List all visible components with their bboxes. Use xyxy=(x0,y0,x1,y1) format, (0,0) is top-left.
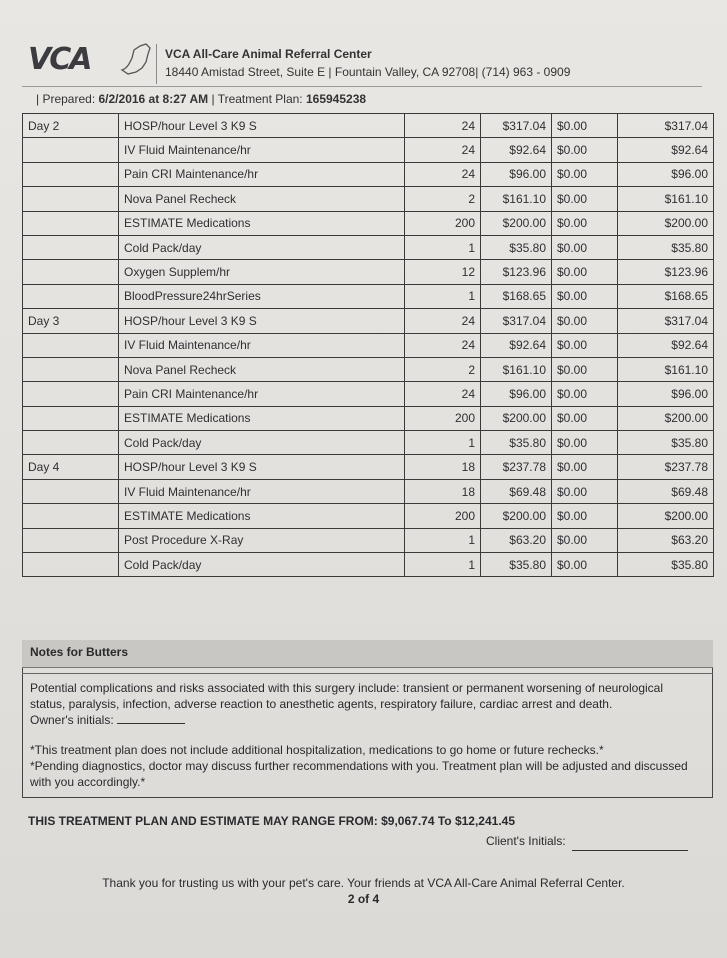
discount-cell: $0.00 xyxy=(552,309,618,333)
quantity-cell: 12 xyxy=(405,260,481,284)
client-initials-blank xyxy=(572,850,688,851)
table-row xyxy=(23,187,714,211)
discount-cell: $0.00 xyxy=(552,479,618,503)
clinic-header xyxy=(28,38,708,88)
quantity-cell: 24 xyxy=(405,382,481,406)
total-cell: $317.04 xyxy=(618,309,714,333)
disclaimer-paragraph xyxy=(30,742,700,790)
day-cell xyxy=(23,284,119,308)
table-row xyxy=(23,382,714,406)
day-cell xyxy=(23,333,119,357)
total-cell: $317.04 xyxy=(618,114,714,138)
price-cell: $63.20 xyxy=(481,528,552,552)
total-cell: $69.48 xyxy=(618,479,714,503)
description-cell: HOSP/hour Level 3 K9 S xyxy=(119,114,405,138)
client-initials-label: Client's Initials: xyxy=(486,834,566,848)
quantity-cell: 18 xyxy=(405,479,481,503)
description-cell: Nova Panel Recheck xyxy=(119,187,405,211)
description-cell: Cold Pack/day xyxy=(119,431,405,455)
day-cell xyxy=(23,211,119,235)
total-cell: $168.65 xyxy=(618,284,714,308)
description-cell: HOSP/hour Level 3 K9 S xyxy=(119,455,405,479)
treatment-items-table xyxy=(22,113,714,577)
table-row xyxy=(23,284,714,308)
quantity-cell: 24 xyxy=(405,138,481,162)
discount-cell: $0.00 xyxy=(552,211,618,235)
description-cell: Pain CRI Maintenance/hr xyxy=(119,382,405,406)
risk-text: Potential complications and risks associated with this surgery include: transient or permanent worsening of neurological status, paralysis, infection, adverse reaction to anesthetic agents, respiratory failure, cardiac arrest and death. xyxy=(30,681,663,711)
table-row xyxy=(23,406,714,430)
range-label: THIS TREATMENT PLAN AND ESTIMATE MAY RANGE FROM: xyxy=(28,814,378,828)
description-cell: ESTIMATE Medications xyxy=(119,504,405,528)
table-row xyxy=(23,479,714,503)
quantity-cell: 1 xyxy=(405,284,481,308)
day-cell xyxy=(23,382,119,406)
discount-cell: $0.00 xyxy=(552,406,618,430)
total-cell: $200.00 xyxy=(618,406,714,430)
discount-cell: $0.00 xyxy=(552,138,618,162)
quantity-cell: 24 xyxy=(405,162,481,186)
discount-cell: $0.00 xyxy=(552,382,618,406)
discount-cell: $0.00 xyxy=(552,504,618,528)
clinic-name: VCA All-Care Animal Referral Center xyxy=(165,47,372,61)
description-cell: HOSP/hour Level 3 K9 S xyxy=(119,309,405,333)
prepared-label: | Prepared: xyxy=(36,92,96,106)
total-cell: $35.80 xyxy=(618,553,714,577)
total-cell: $161.10 xyxy=(618,187,714,211)
prepared-line xyxy=(36,92,366,106)
price-cell: $161.10 xyxy=(481,187,552,211)
total-cell: $123.96 xyxy=(618,260,714,284)
total-cell: $200.00 xyxy=(618,211,714,235)
day-cell xyxy=(23,553,119,577)
quantity-cell: 1 xyxy=(405,553,481,577)
quantity-cell: 200 xyxy=(405,406,481,430)
discount-cell: $0.00 xyxy=(552,114,618,138)
clinic-address: 18440 Amistad Street, Suite E | Fountain Valley, CA 92708| (714) 963 - 0909 xyxy=(165,65,571,79)
price-cell: $317.04 xyxy=(481,309,552,333)
price-cell: $200.00 xyxy=(481,211,552,235)
price-cell: $92.64 xyxy=(481,333,552,357)
discount-cell: $0.00 xyxy=(552,528,618,552)
table-row xyxy=(23,309,714,333)
total-cell: $35.80 xyxy=(618,235,714,259)
total-cell: $161.10 xyxy=(618,357,714,381)
prepared-date: 6/2/2016 at 8:27 AM xyxy=(98,92,209,106)
discount-cell: $0.00 xyxy=(552,187,618,211)
price-cell: $237.78 xyxy=(481,455,552,479)
total-cell: $237.78 xyxy=(618,455,714,479)
day-cell: Day 4 xyxy=(23,455,119,479)
price-cell: $96.00 xyxy=(481,162,552,186)
plan-label: | Treatment Plan: xyxy=(211,92,303,106)
table-row xyxy=(23,260,714,284)
total-cell: $200.00 xyxy=(618,504,714,528)
table-row xyxy=(23,333,714,357)
page-number: 2 of 4 xyxy=(347,892,380,906)
items-body xyxy=(23,114,714,577)
day-cell: Day 2 xyxy=(23,114,119,138)
price-cell: $200.00 xyxy=(481,504,552,528)
disclaimer-2: *Pending diagnostics, doctor may discuss further recommendations with you. Treatment plan will be adjusted and discussed with you accordingly.* xyxy=(30,759,688,789)
day-cell xyxy=(23,357,119,381)
header-rule xyxy=(22,86,702,87)
discount-cell: $0.00 xyxy=(552,455,618,479)
day-cell xyxy=(23,479,119,503)
table-row xyxy=(23,504,714,528)
disclaimer-1: *This treatment plan does not include additional hospitalization, medications to go home or future rechecks.* xyxy=(30,743,604,757)
price-cell: $168.65 xyxy=(481,284,552,308)
notes-title: Notes for Butters xyxy=(22,640,713,668)
description-cell: Oxygen Supplem/hr xyxy=(119,260,405,284)
day-cell xyxy=(23,187,119,211)
quantity-cell: 1 xyxy=(405,235,481,259)
day-cell xyxy=(23,528,119,552)
price-cell: $35.80 xyxy=(481,431,552,455)
discount-cell: $0.00 xyxy=(552,284,618,308)
price-cell: $123.96 xyxy=(481,260,552,284)
table-row xyxy=(23,528,714,552)
estimate-range xyxy=(28,814,515,828)
quantity-cell: 18 xyxy=(405,455,481,479)
table-row xyxy=(23,162,714,186)
risk-paragraph xyxy=(30,680,700,728)
price-cell: $200.00 xyxy=(481,406,552,430)
price-cell: $92.64 xyxy=(481,138,552,162)
price-cell: $35.80 xyxy=(481,553,552,577)
description-cell: ESTIMATE Medications xyxy=(119,406,405,430)
day-cell: Day 3 xyxy=(23,309,119,333)
description-cell: ESTIMATE Medications xyxy=(119,211,405,235)
discount-cell: $0.00 xyxy=(552,553,618,577)
quantity-cell: 24 xyxy=(405,309,481,333)
total-cell: $92.64 xyxy=(618,333,714,357)
description-cell: IV Fluid Maintenance/hr xyxy=(119,479,405,503)
table-row xyxy=(23,138,714,162)
table-row xyxy=(23,455,714,479)
total-cell: $92.64 xyxy=(618,138,714,162)
day-cell xyxy=(23,138,119,162)
total-cell: $35.80 xyxy=(618,431,714,455)
description-cell: Nova Panel Recheck xyxy=(119,357,405,381)
total-cell: $96.00 xyxy=(618,382,714,406)
table-row xyxy=(23,114,714,138)
total-cell: $96.00 xyxy=(618,162,714,186)
quantity-cell: 24 xyxy=(405,333,481,357)
range-value: $9,067.74 To $12,241.45 xyxy=(381,814,516,828)
quantity-cell: 200 xyxy=(405,211,481,235)
quantity-cell: 2 xyxy=(405,187,481,211)
discount-cell: $0.00 xyxy=(552,357,618,381)
discount-cell: $0.00 xyxy=(552,333,618,357)
price-cell: $69.48 xyxy=(481,479,552,503)
description-cell: Post Procedure X-Ray xyxy=(119,528,405,552)
description-cell: IV Fluid Maintenance/hr xyxy=(119,138,405,162)
quantity-cell: 1 xyxy=(405,528,481,552)
thank-you-note: Thank you for trusting us with your pet's care. Your friends at VCA All-Care Animal Referral Center. xyxy=(102,876,625,890)
day-cell xyxy=(23,260,119,284)
day-cell xyxy=(23,235,119,259)
description-cell: Pain CRI Maintenance/hr xyxy=(119,162,405,186)
description-cell: BloodPressure24hrSeries xyxy=(119,284,405,308)
day-cell xyxy=(23,162,119,186)
header-divider xyxy=(156,44,157,84)
vca-logo: VCA xyxy=(28,42,91,77)
day-cell xyxy=(23,431,119,455)
description-cell: Cold Pack/day xyxy=(119,235,405,259)
quantity-cell: 2 xyxy=(405,357,481,381)
discount-cell: $0.00 xyxy=(552,235,618,259)
total-cell: $63.20 xyxy=(618,528,714,552)
day-cell xyxy=(23,504,119,528)
price-cell: $35.80 xyxy=(481,235,552,259)
owner-initials-blank xyxy=(117,712,185,724)
discount-cell: $0.00 xyxy=(552,162,618,186)
quantity-cell: 24 xyxy=(405,114,481,138)
quantity-cell: 200 xyxy=(405,504,481,528)
table-row xyxy=(23,357,714,381)
discount-cell: $0.00 xyxy=(552,260,618,284)
day-cell xyxy=(23,406,119,430)
discount-cell: $0.00 xyxy=(552,431,618,455)
plan-number: 165945238 xyxy=(305,92,367,106)
description-cell: Cold Pack/day xyxy=(119,553,405,577)
table-row xyxy=(23,235,714,259)
table-row xyxy=(23,211,714,235)
price-cell: $96.00 xyxy=(481,382,552,406)
price-cell: $317.04 xyxy=(481,114,552,138)
table-row xyxy=(23,431,714,455)
owner-initials-label: Owner's initials: xyxy=(30,713,114,727)
table-row xyxy=(23,553,714,577)
description-cell: IV Fluid Maintenance/hr xyxy=(119,333,405,357)
quantity-cell: 1 xyxy=(405,431,481,455)
dog-silhouette-icon xyxy=(120,40,154,76)
price-cell: $161.10 xyxy=(481,357,552,381)
